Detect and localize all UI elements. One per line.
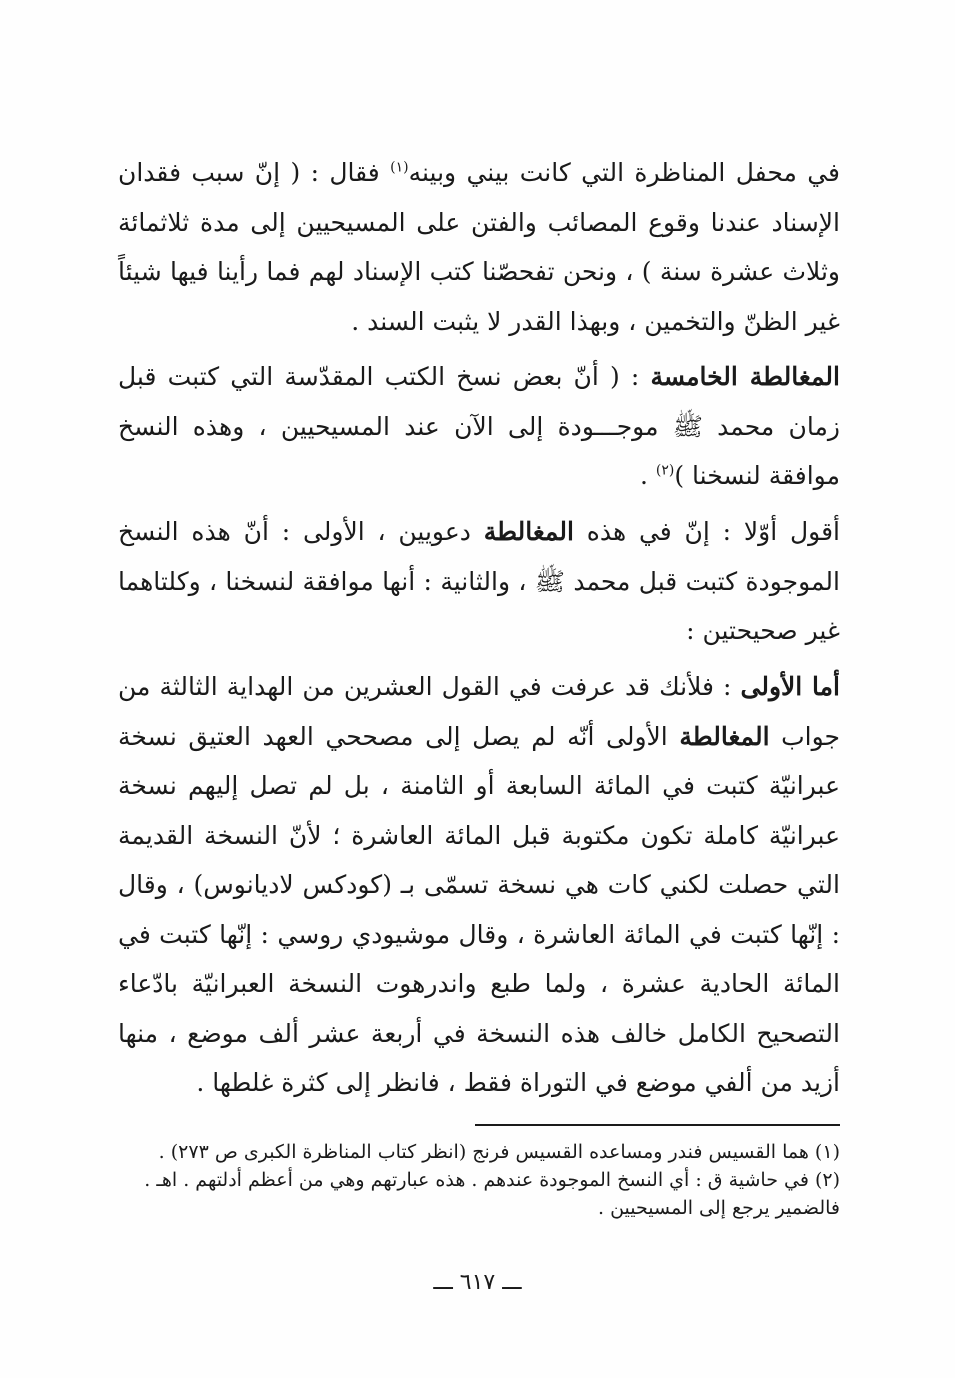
paragraph-3 <box>118 507 840 656</box>
paragraph-4 <box>118 662 840 1108</box>
paragraph-4-bold-term: المغالطة <box>679 721 770 751</box>
paragraph-1-text-a: في محفل المناظرة التي كانت بيني وبينه <box>408 158 840 187</box>
paragraph-3-bold-term: المغالطة <box>483 517 574 546</box>
paragraph-3-text-b: دعويين ، الأولى : أنّ هذه النسخ الموجودة كتبت قبل محمد ﷺ ، والثانية : أنها موافقة لنسخنا ، وكلتاهما غير صحيحتين : <box>118 517 840 645</box>
footnote-1: (١) هما القسيس فندر ومساعده القسيس فرنج (انظر كتاب المناظرة الكبرى ص ٢٧٣) . <box>158 1141 840 1163</box>
footnote-ref-2: (٢) <box>655 462 675 479</box>
paragraph-2-heading: المغالطة الخامسة <box>650 362 840 391</box>
page-number: ـــ ٦١٧ ـــ <box>433 1270 522 1295</box>
paragraph-2 <box>118 352 840 501</box>
paragraph-4-heading: أما الأولى <box>740 672 841 701</box>
footnote-divider <box>475 1124 840 1126</box>
paragraph-4-text-b: الأولى أنّه لم يصل إلى مصححي العهد العتيق نسخة عبرانيّة كتبت في المائة السابعة أو الثامنة ، بل لم تصل إليهم نسخة عبرانيّة كاملة تكون مكتوبة قبل المائة العاشرة ؛ لأنّ النسخة القديمة التي حصلت لكني كات هي نسخة تسمّى بـ (كودكس لاديانوس) ، وقال : إنّها كتبت في المائة العاشرة ، وقال موشيودي روسي : إنّها كتبت في المائة الحادية عشرة ، ولما طبع واندرهوت النسخة العبرانيّة بادّعاء التصحيح الكامل خالف هذه النسخة في أربعة عشر ألف موضع ، منها أزيد من ألفي موضع في التوراة فقط ، فانظر إلى كثرة غلطها . <box>118 721 840 1097</box>
paragraph-1 <box>118 148 840 346</box>
paragraph-1-text-b: فقال : ( إنّ سبب فقدان الإسناد عندنا وقوع المصائب والفتن على المسيحيين إلى مدة ثلاثمائة وثلاث عشرة سنة ) ، ونحن تفحصّنا كتب الإسناد لهم فما رأينا فيها شيئاً غير الظنّ والتخمين ، وبهذا القدر لا يثبت السند . <box>118 158 840 336</box>
paragraph-2-text-b: . <box>639 461 656 490</box>
paragraph-3-text-a: أقول أوّلا : إنّ في هذه <box>573 517 840 546</box>
paragraph-4-text-a: : فلأنك قد عرفت في القول العشرين من الهداية الثالثة من جواب <box>118 672 840 751</box>
footnote-2: (٢) في حاشية ق : أي النسخ الموجودة عندهم . هذه عبارتهم وهي من أعظم أدلتهم . اهـ . فالضمير يرجع إلى المسيحيين . <box>144 1169 840 1219</box>
footnote-ref-1: (١) <box>390 159 409 176</box>
paragraph-2-text-a: : ( أنّ بعض نسخ الكتب المقدّسة التي كتبت قبل زمان محمد ﷺ موجـــودة إلى الآن عند المسيحيين ، وهذه النسخ موافقة لنسخنا ) <box>118 362 840 490</box>
footnotes <box>118 1138 840 1222</box>
